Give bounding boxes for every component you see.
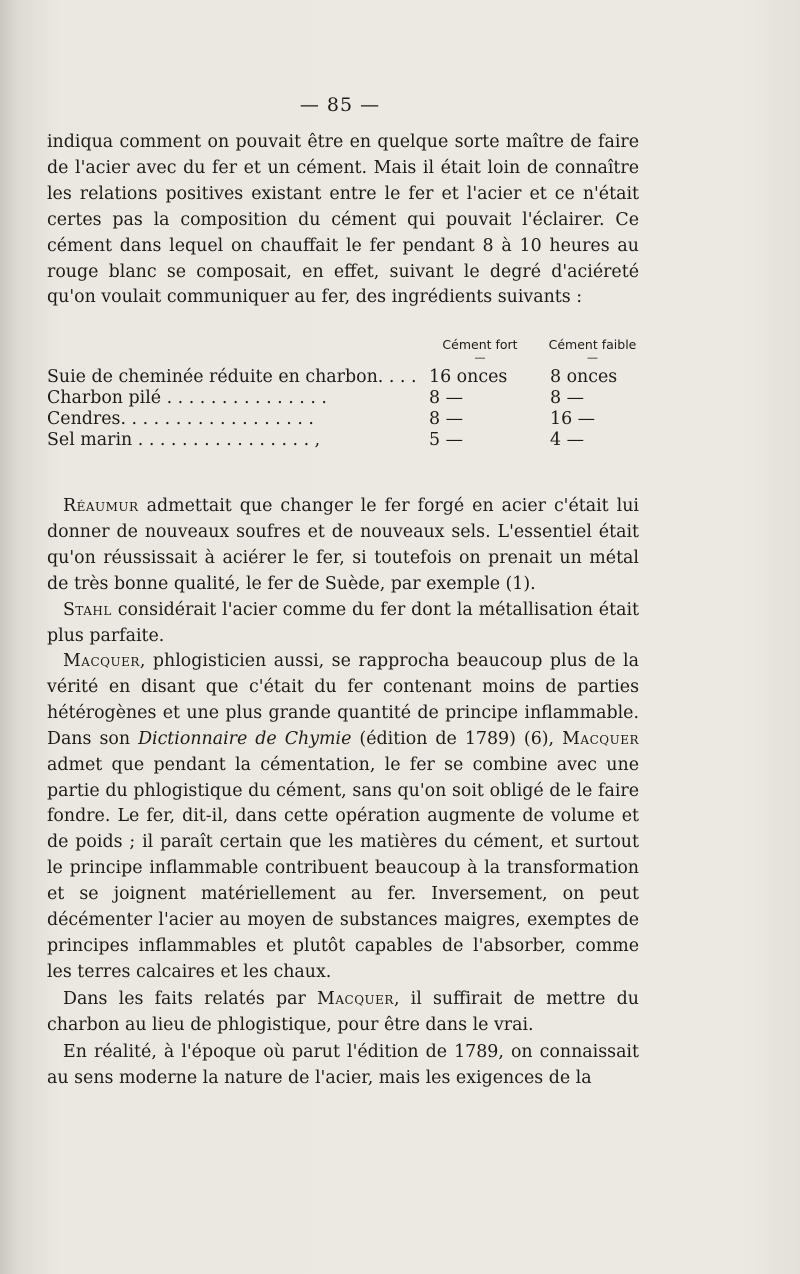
table-row (47, 409, 639, 430)
table-row (47, 430, 639, 451)
paragraph-text: considérait l'acier comme du fer dont la métallisation était plus parfaite. (47, 600, 639, 646)
column-header-dash: — (474, 351, 486, 364)
paragraph-text: admet que pendant la cémentation, le fer se combine avec une partie du phlogistique du cément, sans qu'on soit obligé de le faire fondre. Le fer, dit-il, dans cette opération augmente de volume et de poids ; il paraît certain que les matières du cément, et surtout le principe inflammable contribuent beaucoup à la transformation et se joignent matériellement au fer. Inversement, on peut décémenter l'acier au moyen de substances maigres, exemptes de principes inflammables et plutôt capables de l'absorber, comme les terres calcaires et les chaux. (47, 754, 639, 982)
paragraph-reality: En réalité, à l'époque où parut l'édition de 1789, on connaissait au sens moderne la nature de l'acier, mais les exigences de la (47, 1042, 639, 1088)
column-header-cement-faible (535, 337, 650, 364)
column-header-cement-fort (425, 337, 535, 364)
paragraph-reaumur (47, 494, 639, 598)
table-header (47, 337, 639, 367)
author-name: Stahl (63, 600, 112, 620)
ingredient-label: Cendres. . . . . . . . . . . . . . . . . . (47, 409, 314, 429)
table-row (47, 388, 639, 409)
table-row (47, 367, 639, 388)
author-name: Réaumur (63, 496, 139, 516)
ingredient-label: Sel marin . . . . . . . . . . . . . . . . , (47, 430, 321, 450)
paragraph-text: admettait que changer le fer forgé en acier c'était lui donner de nouveaux soufres et de nouveaux sels. L'essentiel était qu'on réussissait à aciérer le fer, si toutefois on prenait un métal de très bonne qualité, le fer de Suède, par exemple (1). (47, 496, 639, 594)
cement-fort-value: 5 — (429, 430, 463, 450)
author-name: Macquer (562, 728, 640, 749)
paragraph-facts (47, 987, 639, 1039)
column-header-label: Cément fort (442, 337, 518, 352)
paragraph-stahl (47, 598, 639, 650)
cement-faible-value: 8 — (550, 388, 584, 408)
cement-faible-value: 4 — (550, 430, 584, 450)
paragraph-text: (édition de 1789) (6), (351, 728, 563, 749)
cement-fort-value: 8 — (429, 388, 463, 408)
author-name: Macquer (317, 989, 394, 1009)
cement-fort-value: 16 onces (429, 367, 508, 387)
cement-composition-table (47, 337, 639, 451)
column-header-dash: — (587, 351, 598, 364)
ingredient-label: Suie de cheminée réduite en charbon. . . . (47, 367, 417, 387)
ingredient-label: Charbon pilé . . . . . . . . . . . . . . . (47, 388, 327, 408)
paragraph-text: Dans les faits relatés par (63, 989, 318, 1009)
paragraph-text: , phlogisticien aussi, se rapprocha beaucoup plus de la vérité en disant que c'était du fer contenant moins de parties hétérogènes et une plus grande quantité de principe inflammable. Dans son (47, 651, 639, 749)
author-name: Macquer (63, 651, 140, 671)
cement-faible-value: 16 — (550, 409, 596, 429)
book-title: Dictionnaire de Chymie (138, 728, 352, 749)
cement-fort-value: 8 — (429, 409, 463, 429)
cement-faible-value: 8 onces (550, 367, 618, 387)
paragraph-cement-intro: indiqua comment on pouvait être en quelque sorte maître de faire de l'acier avec du fer et un cément. Mais il était loin de connaître les relations positives existant entre le fer et l'acier et ce n'était certes pas la composition du cément qui pouvait l'éclairer. Ce cément dans lequel on chauffait le fer pendant 8 à 10 heures au rouge blanc se composait, en effet, suivant le degré d'aciéreté qu'on voulait communiquer au fer, des ingrédients suivants : (47, 132, 639, 308)
paragraph-macquer (47, 649, 639, 986)
column-header-label: Cément faible (548, 337, 637, 352)
page-number: — 85 — (299, 94, 381, 116)
paragraph-text: , il suffirait de mettre du charbon au lieu de phlogistique, pour être dans le vrai. (47, 989, 639, 1035)
